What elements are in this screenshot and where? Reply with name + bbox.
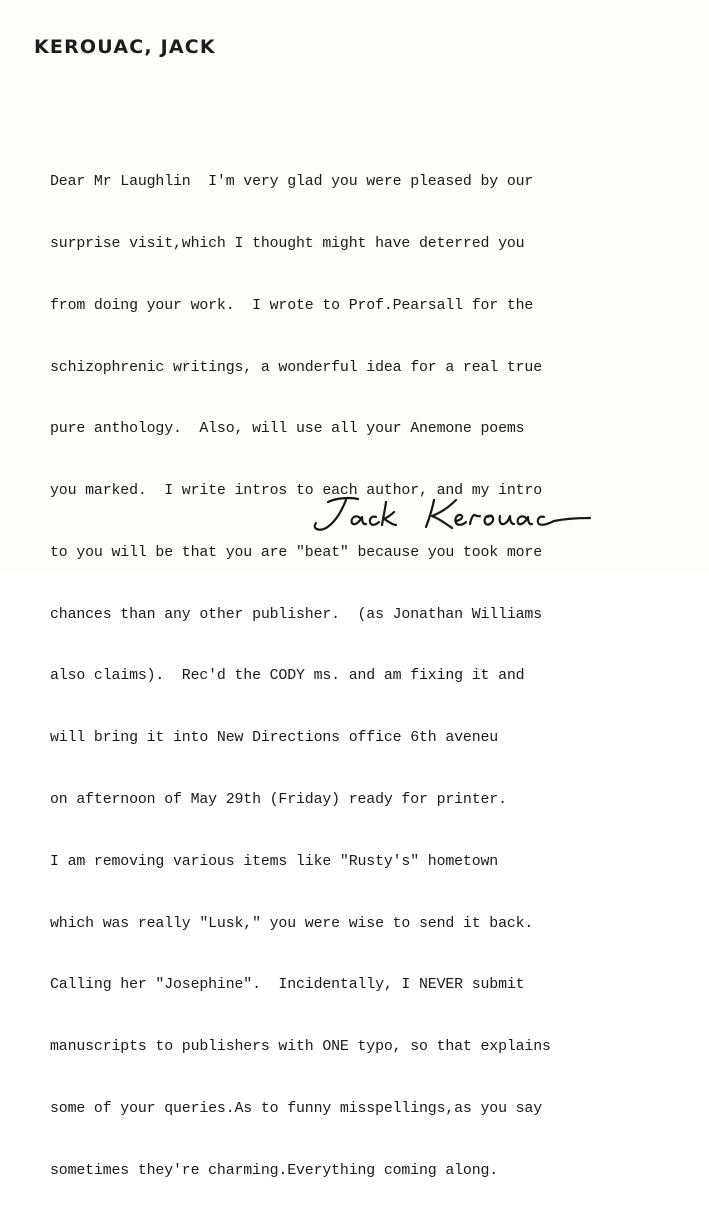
letter-line: schizophrenic writings, a wonderful idea for a real true [50, 359, 543, 376]
letter-line: some of your queries.As to funny misspellings,as you say [50, 1100, 543, 1117]
letter-line: chances than any other publisher. (as Jonathan Williams [50, 606, 543, 623]
letter-line: on afternoon of May 29th (Friday) ready for printer. [50, 792, 507, 808]
letter-line: Calling her "Josephine". Incidentally, I NEVER submit [50, 977, 525, 994]
letter-line: sometimes they're charming.Everything coming along. [50, 1162, 499, 1179]
handwritten-signature [306, 488, 596, 536]
letter-line: surprise visit,which I thought might have deterred you [50, 235, 525, 252]
letter-line: you marked. I write intros to each author, and my intro [50, 483, 543, 500]
letter-line: from doing your work. I wrote to Prof.Pearsall for the [50, 297, 534, 314]
letter-line: manuscripts to publishers with ONE typo, so that explains [50, 1039, 551, 1056]
letter-line: I am removing various items like "Rusty's" hometown [50, 853, 499, 870]
letter-line: also claims). Rec'd the CODY ms. and am fixing it and [50, 668, 525, 685]
letter-line: pure anthology. Also, will use all your Anemone poems [50, 421, 525, 438]
letter-body [50, 131, 700, 1222]
letter-line: which was really "Lusk," you were wise to send it back. [50, 915, 534, 932]
letter-line: to you will be that you are "beat" because you took more [50, 544, 543, 561]
author-heading: KEROUAC, JACK [34, 36, 216, 58]
letter-line: will bring it into New Directions office 6th aveneu [50, 730, 499, 747]
letter-line: Dear Mr Laughlin I'm very glad you were pleased by our [50, 174, 534, 191]
